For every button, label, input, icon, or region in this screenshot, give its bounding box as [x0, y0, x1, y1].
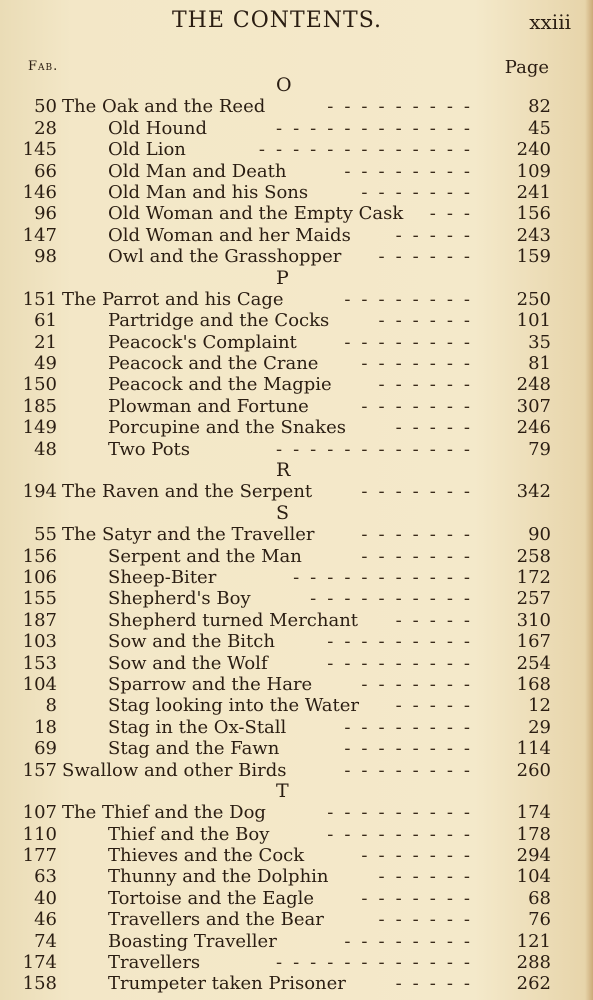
fable-number: 21	[34, 331, 57, 353]
page-reference: 76	[528, 909, 551, 931]
section-letter	[0, 503, 593, 524]
contents-entry	[0, 439, 593, 460]
page-reference: 243	[516, 224, 551, 246]
page-reference: 35	[528, 331, 551, 353]
page-reference: 254	[516, 652, 551, 674]
leader-dashes: -----	[395, 417, 481, 439]
fable-title: Partridge and the Cocks	[108, 310, 330, 332]
contents-entry	[0, 182, 593, 203]
fable-title: Porcupine and the Snakes	[108, 417, 346, 439]
fable-title: Boasting Traveller	[108, 930, 277, 952]
running-head	[0, 6, 593, 36]
contents-entry	[0, 374, 593, 395]
page-reference: 246	[516, 417, 551, 439]
leader-dashes: -------------	[258, 139, 481, 161]
leader-dashes: -----	[395, 973, 481, 995]
fable-number: 155	[22, 588, 57, 610]
contents-list	[0, 75, 593, 995]
leader-dashes: ---------	[327, 96, 481, 118]
page-reference: 81	[528, 353, 551, 375]
leader-dashes: ------	[378, 310, 481, 332]
leader-dashes: ----------	[310, 588, 481, 610]
fable-number: 48	[34, 438, 57, 460]
section-letter-text: R	[276, 459, 291, 482]
fable-title: Trumpeter taken Prisoner	[108, 973, 346, 995]
section-letter	[0, 460, 593, 481]
page-reference: 109	[516, 160, 551, 182]
fable-title: Sow and the Bitch	[108, 631, 275, 653]
leader-dashes: ------------	[276, 438, 481, 460]
fable-title: Old Woman and her Maids	[108, 224, 351, 246]
leader-dashes: -------	[361, 181, 481, 203]
fable-title: Owl and the Grasshopper	[108, 246, 342, 268]
section-letter	[0, 268, 593, 289]
fable-title: Sparrow and the Hare	[108, 673, 313, 695]
contents-entry	[0, 96, 593, 117]
page-reference: 29	[528, 716, 551, 738]
fable-number: 145	[22, 139, 57, 161]
leader-dashes: ---	[429, 203, 481, 225]
fable-number: 110	[22, 823, 57, 845]
leader-dashes: ---------	[327, 823, 481, 845]
fable-title: Old Woman and the Empty Cask	[108, 203, 404, 225]
fable-number: 50	[34, 96, 57, 118]
leader-dashes: ------	[378, 246, 481, 268]
page-reference: 12	[528, 695, 551, 717]
fable-title: Old Man and his Sons	[108, 181, 309, 203]
fable-title: Serpent and the Man	[108, 545, 302, 567]
contents-entry	[0, 588, 593, 609]
leader-dashes: ------	[378, 374, 481, 396]
contents-entry	[0, 738, 593, 759]
leader-dashes: --------	[344, 759, 481, 781]
fable-number: 150	[22, 374, 57, 396]
contents-entry	[0, 888, 593, 909]
page-reference: 342	[516, 481, 551, 503]
section-letter-text: T	[276, 779, 289, 802]
fable-number: 55	[34, 524, 57, 546]
fable-number: 8	[45, 695, 57, 717]
fable-title: Two Pots	[108, 438, 191, 460]
section-letter	[0, 75, 593, 96]
page-reference: 104	[516, 866, 551, 888]
contents-entry	[0, 332, 593, 353]
fable-title: Thunny and the Dolphin	[108, 866, 329, 888]
leader-dashes: ---------	[327, 631, 481, 653]
fable-number: 18	[34, 716, 57, 738]
section-letter-text: P	[276, 266, 289, 289]
fable-number: 63	[34, 866, 57, 888]
leader-dashes: -------	[361, 524, 481, 546]
fable-number: 106	[22, 566, 57, 588]
page-reference: 294	[516, 845, 551, 867]
page-reference: 288	[516, 952, 551, 974]
leader-dashes: --------	[344, 331, 481, 353]
page-reference: 121	[516, 930, 551, 952]
leader-dashes: --------	[344, 288, 481, 310]
leader-dashes: -------	[361, 353, 481, 375]
contents-entry	[0, 353, 593, 374]
leader-dashes: ------	[378, 866, 481, 888]
fable-title: Peacock and the Crane	[108, 353, 319, 375]
contents-entry	[0, 161, 593, 182]
leader-dashes: -----	[395, 224, 481, 246]
page-reference: 45	[528, 117, 551, 139]
leader-dashes: --------	[344, 738, 481, 760]
fable-number: 40	[34, 887, 57, 909]
fable-title: The Raven and the Serpent	[62, 481, 313, 503]
fable-title: The Satyr and the Traveller	[62, 524, 315, 546]
leader-dashes: ------------	[276, 952, 481, 974]
leader-dashes: --------	[344, 160, 481, 182]
contents-entry	[0, 396, 593, 417]
page-number: xxiii	[529, 10, 571, 34]
leader-dashes: --------	[344, 716, 481, 738]
fable-title: Plowman and Fortune	[108, 395, 309, 417]
fable-title: Thief and the Boy	[108, 823, 270, 845]
leader-dashes: ---------	[327, 802, 481, 824]
fable-title: Shepherd's Boy	[108, 588, 251, 610]
fable-title: Tortoise and the Eagle	[108, 887, 315, 909]
contents-entry	[0, 695, 593, 716]
fable-title: The Parrot and his Cage	[62, 288, 284, 310]
contents-entry	[0, 118, 593, 139]
page-reference: 240	[516, 139, 551, 161]
fable-number: 69	[34, 738, 57, 760]
page-reference: 307	[516, 395, 551, 417]
contents-entry	[0, 760, 593, 781]
contents-entry	[0, 973, 593, 994]
page-reference: 262	[516, 973, 551, 995]
contents-entry	[0, 246, 593, 267]
fable-title: Swallow and other Birds	[62, 759, 287, 781]
page-reference: 172	[516, 566, 551, 588]
contents-entry	[0, 802, 593, 823]
fable-number: 104	[22, 673, 57, 695]
fable-number: 107	[22, 802, 57, 824]
section-letter-text: O	[276, 74, 292, 96]
contents-entry	[0, 524, 593, 545]
fable-title: Stag and the Fawn	[108, 738, 280, 760]
page-reference: 250	[516, 288, 551, 310]
page-reference: 114	[516, 738, 551, 760]
fable-number: 98	[34, 246, 57, 268]
fable-number: 151	[22, 288, 57, 310]
page-reference: 241	[516, 181, 551, 203]
leader-dashes: -----	[395, 695, 481, 717]
fable-title: Old Hound	[108, 117, 207, 139]
contents-entry	[0, 952, 593, 973]
page-reference: 68	[528, 887, 551, 909]
fable-number: 66	[34, 160, 57, 182]
fable-number: 157	[22, 759, 57, 781]
page-reference: 174	[516, 802, 551, 824]
fable-number: 194	[22, 481, 57, 503]
fable-title: The Thief and the Dog	[62, 802, 266, 824]
fable-number: 149	[22, 417, 57, 439]
fable-title: Thieves and the Cock	[108, 845, 305, 867]
page-reference: 248	[516, 374, 551, 396]
fable-title: Peacock and the Magpie	[108, 374, 332, 396]
page-reference: 178	[516, 823, 551, 845]
fable-number: 74	[34, 930, 57, 952]
leader-dashes: ------	[378, 909, 481, 931]
fable-title: Stag looking into the Water	[108, 695, 359, 717]
contents-entry	[0, 139, 593, 160]
page-reference: 257	[516, 588, 551, 610]
fable-number: 185	[22, 395, 57, 417]
contents-entry	[0, 845, 593, 866]
fable-number: 156	[22, 545, 57, 567]
contents-entry	[0, 717, 593, 738]
page-reference: 156	[516, 203, 551, 225]
fable-number: 147	[22, 224, 57, 246]
leader-dashes: -----	[395, 609, 481, 631]
fable-number: 96	[34, 203, 57, 225]
page-reference: 310	[516, 609, 551, 631]
contents-entry	[0, 310, 593, 331]
leader-dashes: -------	[361, 845, 481, 867]
page-column-header: Page	[504, 57, 549, 78]
fable-title: Shepherd turned Merchant	[108, 609, 359, 631]
page-reference: 167	[516, 631, 551, 653]
contents-entry	[0, 674, 593, 695]
fable-title: Travellers	[108, 952, 201, 974]
fable-number: 61	[34, 310, 57, 332]
section-letter	[0, 781, 593, 802]
contents-entry	[0, 225, 593, 246]
fable-number: 153	[22, 652, 57, 674]
page-reference: 90	[528, 524, 551, 546]
page-title: THE CONTENTS.	[172, 8, 382, 33]
fable-number: 46	[34, 909, 57, 931]
contents-entry	[0, 203, 593, 224]
fable-title: Peacock's Complaint	[108, 331, 297, 353]
fable-title: The Oak and the Reed	[62, 96, 266, 118]
fable-number: 103	[22, 631, 57, 653]
leader-dashes: -------	[361, 481, 481, 503]
contents-entry	[0, 567, 593, 588]
leader-dashes: -----------	[293, 566, 481, 588]
fable-column-header: Fab.	[28, 59, 59, 74]
fable-number: 187	[22, 609, 57, 631]
page-reference: 159	[516, 246, 551, 268]
page-reference: 79	[528, 438, 551, 460]
leader-dashes: --------	[344, 930, 481, 952]
fable-number: 28	[34, 117, 57, 139]
page-reference: 258	[516, 545, 551, 567]
contents-entry	[0, 610, 593, 631]
contents-entry	[0, 417, 593, 438]
leader-dashes: -------	[361, 395, 481, 417]
fable-title: Old Man and Death	[108, 160, 287, 182]
contents-entry	[0, 631, 593, 652]
fable-title: Old Lion	[108, 139, 186, 161]
leader-dashes: ---------	[327, 652, 481, 674]
fable-title: Travellers and the Bear	[108, 909, 324, 931]
fable-number: 146	[22, 181, 57, 203]
fable-number: 177	[22, 845, 57, 867]
page-reference: 260	[516, 759, 551, 781]
leader-dashes: -------	[361, 545, 481, 567]
page-reference: 168	[516, 673, 551, 695]
section-letter-text: S	[276, 501, 290, 524]
page-reference: 82	[528, 96, 551, 118]
leader-dashes: ------------	[276, 117, 481, 139]
fable-title: Stag in the Ox-Stall	[108, 716, 287, 738]
fable-title: Sheep-Biter	[108, 566, 217, 588]
fable-title: Sow and the Wolf	[108, 652, 268, 674]
fable-number: 49	[34, 353, 57, 375]
page-reference: 101	[516, 310, 551, 332]
fable-number: 158	[22, 973, 57, 995]
contents-entry	[0, 866, 593, 887]
contents-entry	[0, 909, 593, 930]
contents-entry	[0, 653, 593, 674]
leader-dashes: -------	[361, 673, 481, 695]
contents-entry	[0, 546, 593, 567]
contents-entry	[0, 289, 593, 310]
contents-entry	[0, 481, 593, 502]
leader-dashes: -------	[361, 887, 481, 909]
fable-number: 174	[22, 952, 57, 974]
contents-entry	[0, 824, 593, 845]
contents-entry	[0, 931, 593, 952]
